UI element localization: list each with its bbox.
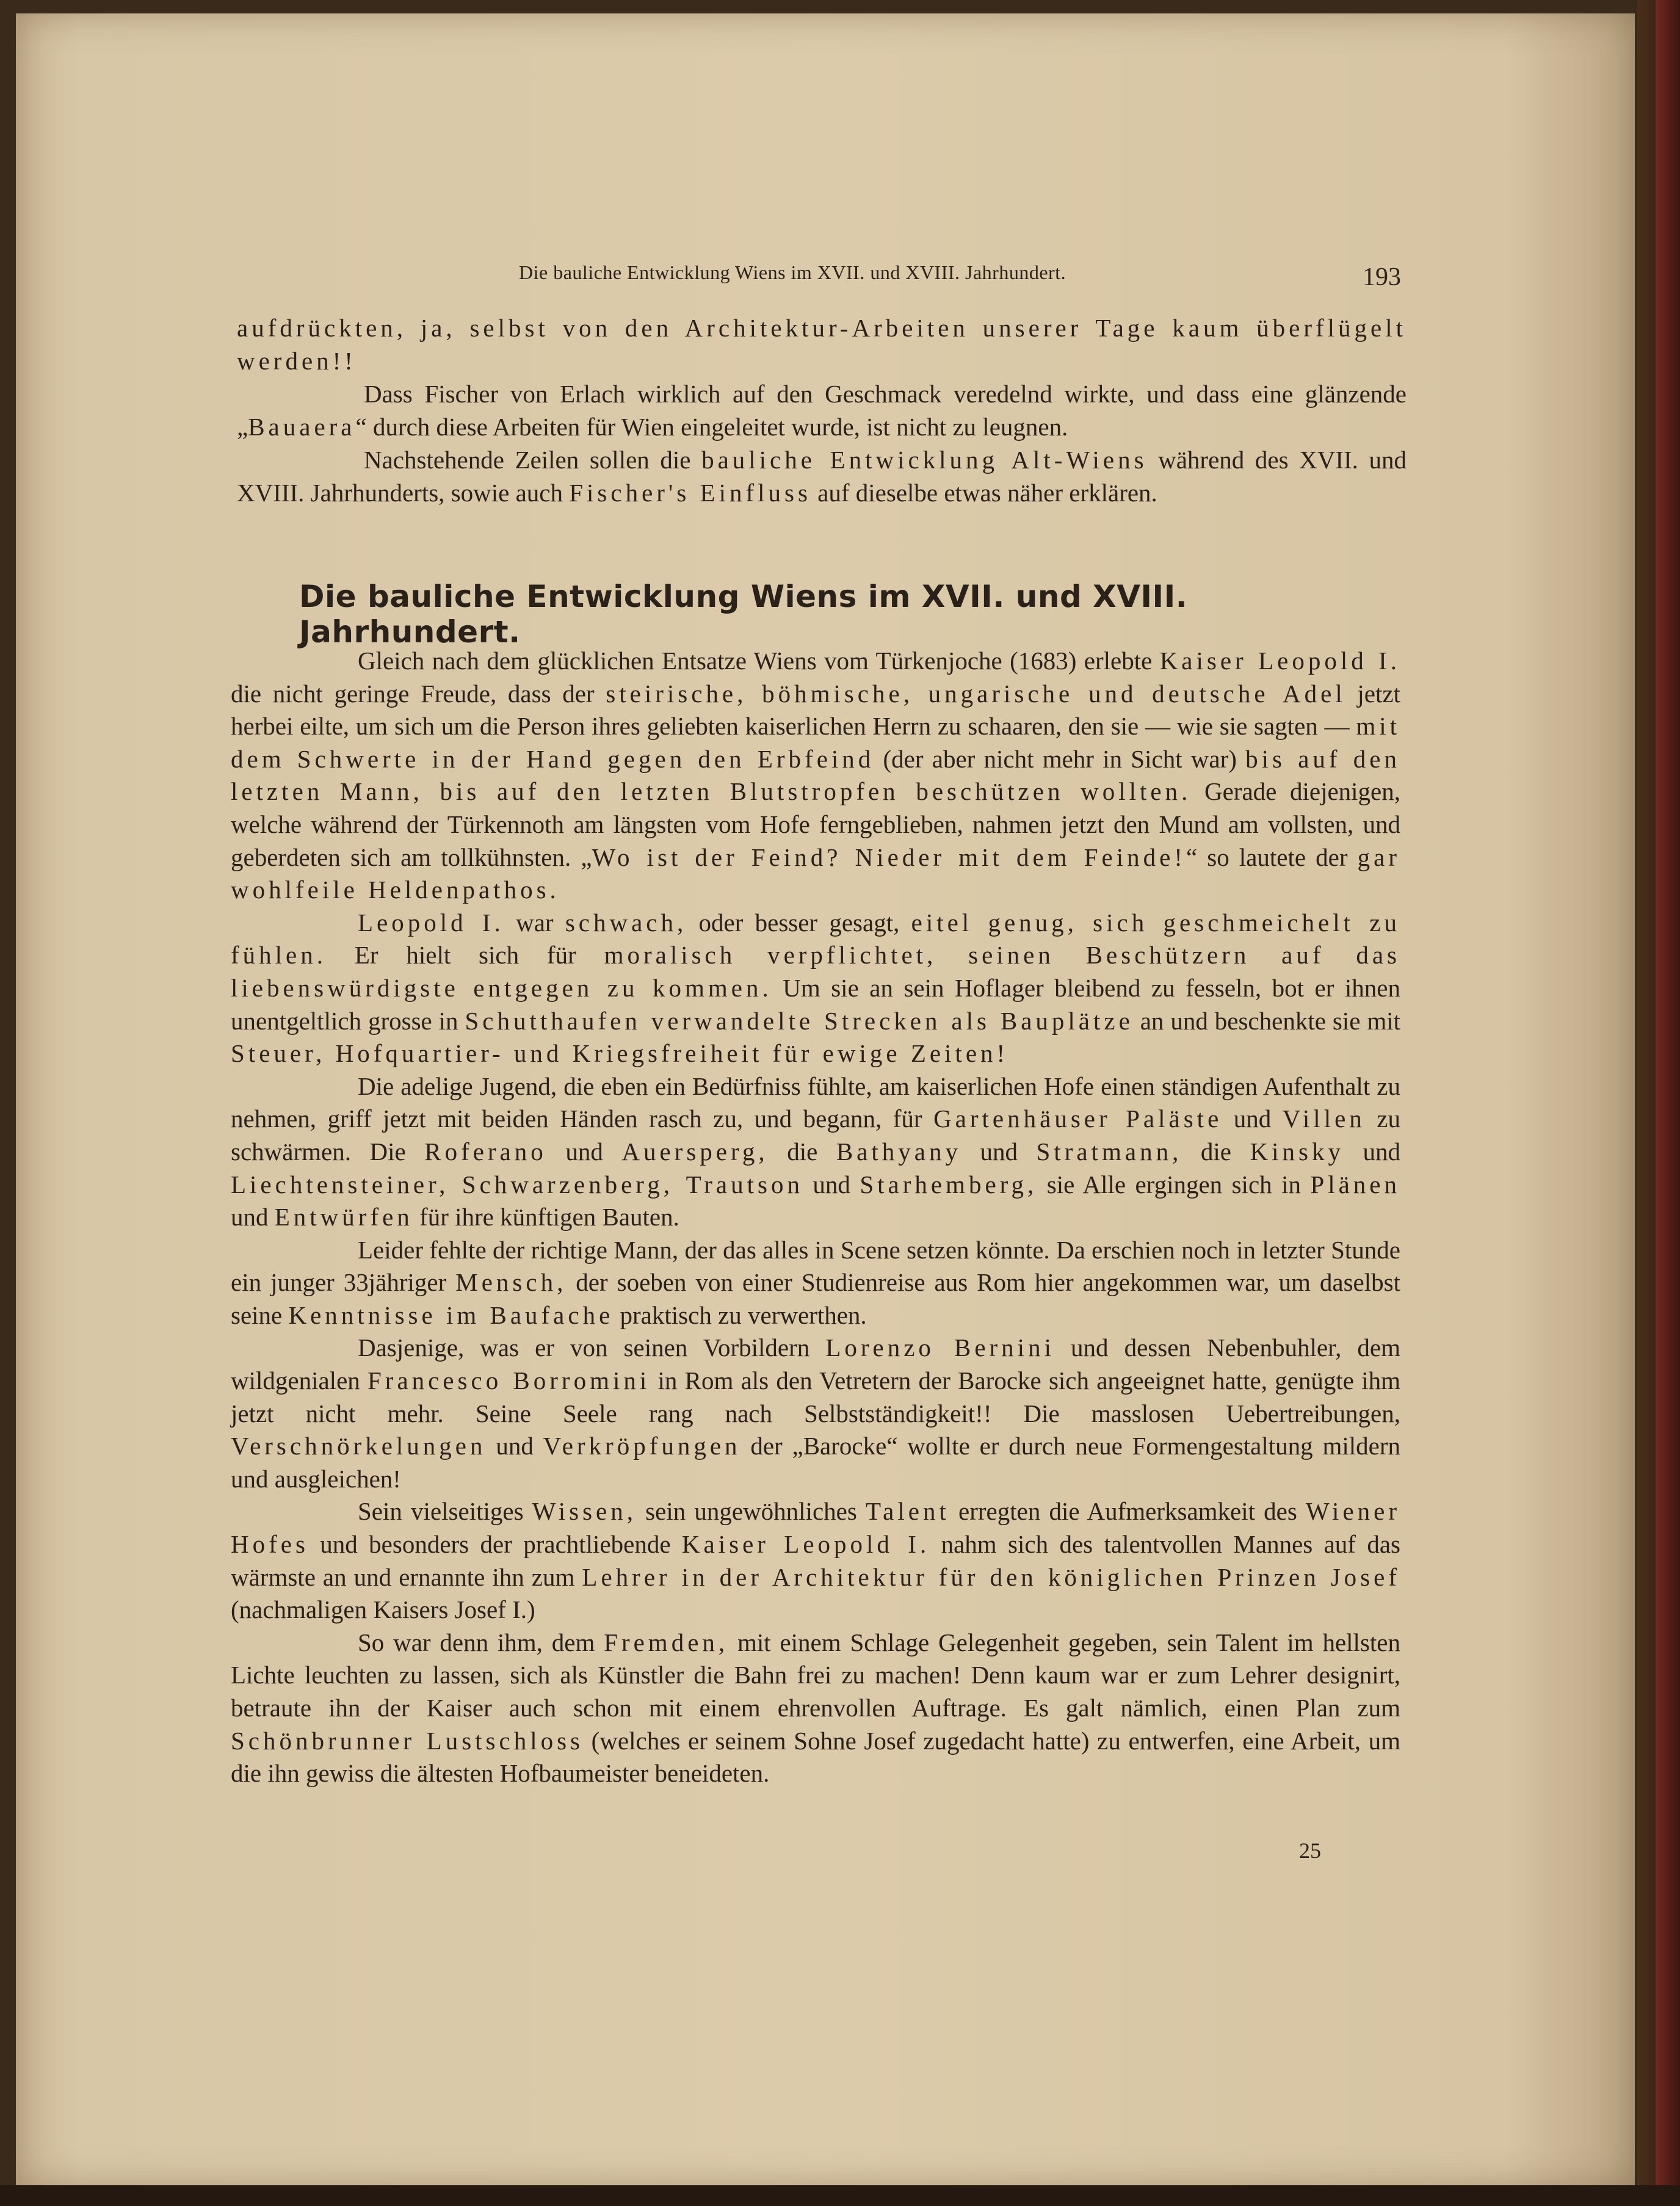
spaced-text: Villen: [1282, 1105, 1366, 1133]
text-run: und: [546, 1137, 622, 1166]
text-run: Die adelige Jugend, die eben ein Bedürfniss fühlte, am kaiserlichen Hofe einen ständigen Aufenthalt zu nehmen, griff jetzt mit beiden Händen rasch zu, und begann, für: [231, 1072, 1400, 1133]
spaced-text: Fremden,: [604, 1628, 729, 1656]
text-run: mit einem Schlage Gelegenheit gegeben, sein Talent im hellsten Lichte leuchten zu lassen, sich als Künstler die Bahn frei zu machen! Denn kaum war er zum Lehrer designirt, betraute ihn der Kaiser auch schon mit einem ehrenvollen Auftrage. Es galt nämlich, einen Plan zum: [231, 1628, 1400, 1722]
spaced-text: Leopold I.: [358, 908, 504, 937]
text-run: die: [768, 1137, 836, 1166]
body-paragraph-7: [231, 1627, 1400, 1790]
spaced-text: Francesco Borromini: [368, 1366, 651, 1395]
text-run: Nachstehende Zeilen sollen die: [364, 446, 702, 474]
text-run: (der aber nicht mehr in Sicht war): [874, 744, 1246, 773]
spaced-text: Lehrer in der Architektur für den königlichen Prinzen Josef: [582, 1562, 1400, 1591]
text-run: für ihre künftigen Bauten.: [413, 1203, 679, 1232]
book-cover-edge: [1656, 0, 1680, 2206]
spaced-text: Gartenhäuser Paläste: [933, 1105, 1223, 1133]
spaced-text: steirische, böhmische, ungarische und deutsche Adel: [606, 679, 1346, 708]
text-run: war: [504, 908, 565, 937]
text-run: und: [1222, 1105, 1283, 1133]
body-paragraph-2: [231, 907, 1400, 1070]
text-run: und: [486, 1432, 543, 1460]
spaced-text: Bauaera: [248, 413, 356, 441]
text-run: während des XVII. und XVIII. Jahrhunderts, sowie auch: [237, 446, 1407, 507]
intro-paragraph-1: [237, 311, 1407, 377]
text-run: Gerade diejenigen, welche während der Türkennoth am längsten vom Hofe ferngeblieben, nahmen jetzt den Mund am vollsten, und geberdeten sich am tollkühnsten. „: [231, 777, 1401, 871]
text-run: Um sie an sein Hoflager bleibend zu fesseln, bot er ihnen unentgeltlich grosse in: [231, 973, 1400, 1035]
spaced-text: Mensch,: [455, 1268, 567, 1297]
text-run: Sein vielseitiges: [358, 1497, 532, 1526]
text-run: in Rom als den Vetretern der Barocke sich angeeignet hatte, genügte ihm jetzt nicht mehr. Seine Seele rang nach Selbstständigkeit!! Die masslosen Uebertreibungen,: [231, 1366, 1400, 1428]
spaced-text: Roferano: [424, 1137, 547, 1166]
section-heading: Die bauliche Entwicklung Wiens im XVII. und XVIII. Jahrhundert.: [299, 579, 1188, 650]
text-run: (nachmaligen Kaisers Josef I.): [231, 1595, 535, 1624]
spaced-text: Kaiser Leopold I.: [1159, 647, 1400, 675]
spaced-text: schwach,: [565, 908, 687, 937]
intro-paragraph-3: [237, 443, 1407, 509]
page-number: 193: [1363, 263, 1401, 291]
spaced-text: Kinsky: [1250, 1137, 1344, 1166]
signature-mark: 25: [1299, 1838, 1321, 1863]
text-run: “ so lautete der: [1186, 843, 1358, 871]
body-text: [231, 645, 1400, 1790]
spaced-text: Lorenzo Bernini: [825, 1333, 1055, 1362]
intro-paragraph-2: [237, 377, 1407, 443]
spaced-text: Verkröpfungen: [543, 1432, 741, 1460]
spaced-text: Talent: [866, 1497, 950, 1526]
spaced-text: Entwürfen: [274, 1203, 413, 1232]
spaced-text: Fischer's Einfluss: [569, 479, 811, 507]
spaced-text: gar wohlfeile Heldenpathos.: [231, 843, 1400, 904]
text-run: und: [1344, 1137, 1401, 1166]
spaced-text: Wo ist der Feind? Nieder mit dem Feinde!: [592, 843, 1186, 871]
text-run: an und beschenkte sie mit: [1133, 1006, 1400, 1035]
text-run: und: [231, 1203, 275, 1232]
text-run: und: [961, 1137, 1037, 1166]
text-run: nahm sich des talentvollen Mannes auf das wärmste an und ernannte ihn zum: [231, 1530, 1400, 1591]
text-run: (welches er seinem Sohne Josef zugedacht hatte) zu entwerfen, eine Arbeit, um die ihn gewiss die ältesten Hofbaumeister beneideten.: [231, 1726, 1400, 1788]
spaced-text: Verschnörkelungen: [231, 1432, 487, 1460]
text-run: Er hielt sich für: [327, 941, 604, 970]
spaced-text: Wissen,: [532, 1497, 637, 1526]
text-run: der soeben von einer Studienreise aus Rom hier angekommen war, um daselbst seine: [231, 1268, 1400, 1329]
body-paragraph-1: [231, 645, 1400, 907]
text-run: zu schwärmen. Die: [231, 1105, 1400, 1166]
text-run: die: [1182, 1137, 1250, 1166]
text-run: oder besser gesagt,: [687, 908, 911, 937]
spaced-text: Schönbrunner Lustschloss: [231, 1726, 584, 1755]
text-run: “ durch diese Arbeiten für Wien eingeleitet wurde, ist nicht zu leugnen.: [355, 413, 1068, 441]
spaced-text: Liechtensteiner, Schwarzenberg, Trautson: [231, 1170, 803, 1199]
spaced-text: eitel genug, sich geschmeichelt zu fühlen.: [231, 908, 1400, 970]
body-paragraph-3: [231, 1070, 1400, 1234]
spaced-text: mit dem Schwerte in der Hand gegen den Erbfeind: [231, 712, 1400, 773]
text-run: Dasjenige, was er von seinen Vorbildern: [358, 1333, 826, 1362]
body-paragraph-4: [231, 1234, 1400, 1332]
text-run: sie Alle ergingen sich in: [1037, 1170, 1311, 1199]
spaced-text: aufdrückten, ja, selbst von den Architektur-Arbeiten unserer Tage kaum überflügelt werden!!: [237, 314, 1407, 375]
text-run: So war denn ihm, dem: [358, 1628, 604, 1656]
text-run: erregten die Aufmerksamkeit des: [949, 1497, 1306, 1526]
spaced-text: bis auf den letzten Mann, bis auf den letzten Blutstropfen beschützen wollten.: [231, 744, 1400, 806]
bottom-edge: [0, 2185, 1680, 2206]
spaced-text: Starhemberg,: [860, 1170, 1038, 1199]
body-paragraph-6: [231, 1495, 1400, 1626]
spaced-text: Plänen: [1310, 1170, 1400, 1199]
body-paragraph-5: [231, 1332, 1400, 1495]
text-run: Gleich nach dem glücklichen Entsatze Wiens vom Türkenjoche (1683) erlebte: [358, 647, 1160, 675]
spaced-text: Kaiser Leopold I.: [681, 1530, 930, 1559]
text-run: Leider fehlte der richtige Mann, der das alles in Scene setzen könnte. Da erschien noch in letzter Stunde ein junger 33jähriger: [231, 1235, 1400, 1297]
text-run: und besonders der prachtliebende: [308, 1530, 682, 1559]
spaced-text: bauliche Entwicklung Alt-Wiens: [701, 446, 1148, 474]
text-run: Dass Fischer von Erlach wirklich auf den Geschmack veredelnd wirkte, und dass eine glänzende „: [237, 380, 1407, 441]
spaced-text: Wiener Hofes: [231, 1497, 1400, 1559]
text-run: praktisch zu verwerthen.: [614, 1301, 867, 1329]
text-run: auf dieselbe etwas näher erklären.: [811, 479, 1157, 507]
spaced-text: Schutthaufen verwandelte Strecken als Bauplätze: [465, 1006, 1134, 1035]
spaced-text: moralisch verpflichtet, seinen Beschützern auf das liebenswürdigste entgegen zu kommen.: [231, 941, 1401, 1002]
spaced-text: Stratmann,: [1036, 1137, 1182, 1166]
intro-text: [237, 311, 1407, 509]
spaced-text: Bathyany: [836, 1137, 961, 1166]
running-head: Die bauliche Entwicklung Wiens im XVII. und XVIII. Jahrhundert.: [519, 261, 1066, 283]
spaced-text: Steuer, Hofquartier- und Kriegsfreiheit für ewige Zeiten!: [231, 1039, 1009, 1068]
text-run: der „Barocke“ wollte er durch neue Formengestaltung mildern und ausgleichen!: [231, 1432, 1400, 1493]
spaced-text: Kenntnisse im Baufache: [288, 1301, 614, 1329]
text-run: jetzt herbei eilte, um sich um die Person ihres geliebten kaiserlichen Herrn zu schaaren, den sie — wie sie sagten —: [231, 679, 1400, 741]
text-run: die nicht geringe Freude, dass der: [231, 679, 606, 708]
spaced-text: Auersperg,: [621, 1137, 769, 1166]
text-run: und dessen Nebenbuhler, dem wildgenialen: [231, 1333, 1400, 1395]
text-run: sein ungewöhnliches: [637, 1497, 866, 1526]
text-run: und: [803, 1170, 860, 1199]
